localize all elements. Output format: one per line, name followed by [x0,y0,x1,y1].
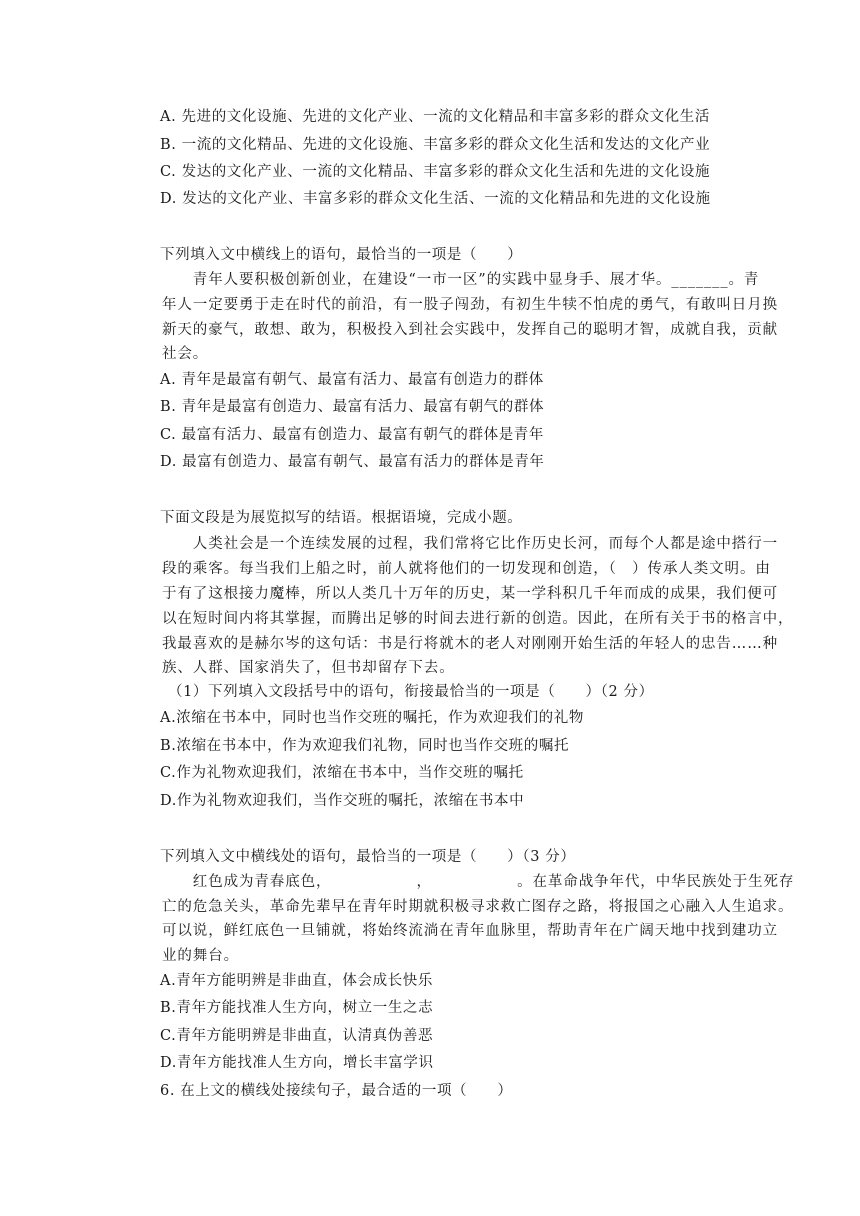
q2-passage-line: 社会。 [162,346,209,362]
q4-passage-line: 亡的危急关头，革命先辈早在青年时期就积极寻求救亡图存之路，将报国之心融入人生追求。 [162,899,794,915]
q4-passage-line: 红色成为青春底色， ， 。在革命战争年代，中华民族处于生死存 [162,874,795,890]
q4-option-d: D.青年方能找准人生方向，增长丰富学识 [160,1055,434,1071]
q3-sub-stem: （1）下列填入文段括号中的语句，衔接最恰当的一项是（ ）（2 分） [168,684,654,700]
q4-passage-line: 可以说，鲜红底色一旦铺就，将始终流淌在青年血脉里，帮助青年在广阔天地中找到建功立 [162,923,778,939]
q4-option-c: C.青年方能明辨是非曲直，认清真伪善恶 [160,1028,434,1044]
q4-option-b: B.青年方能找准人生方向，树立一生之志 [160,1000,434,1016]
q2-passage-line: 新天的豪气，敢想、敢为，积极投入到社会实践中，发挥自己的聪明才智，成就自我，贡献 [162,322,778,338]
q1-option-a: A. 先进的文化设施、先进的文化产业、一流的文化精品和丰富多彩的群众文化生活 [160,109,710,125]
q3-passage-line: 以在短时间内将其掌握，而腾出足够的时间去进行新的创造。因此，在所有关于书的格言中， [162,611,794,627]
q1-option-c: C. 发达的文化产业、一流的文化精品、丰富多彩的群众文化生活和先进的文化设施 [160,164,711,180]
q4-stem: 下列填入文中横线处的语句，最恰当的一项是（ ）（3 分） [160,849,576,865]
q3-passage-line: 于有了这根接力魔棒，所以人类几十万年的历史，某一学科积几千年而成的成果，我们便可 [162,586,778,602]
q4-passage-line: 业的舞台。 [162,948,239,964]
q3-passage-line: 人类社会是一个连续发展的过程，我们常将它比作历史长河，而每个人都是途中搭行一 [162,536,778,552]
q3-intro: 下面文段是为展览拟写的结语。根据语境，完成小题。 [160,510,523,526]
q4-option-a: A.青年方能明辨是非曲直，体会成长快乐 [160,973,433,989]
q1-option-b: B. 一流的文化精品、先进的文化设施、丰富多彩的群众文化生活和发达的文化产业 [160,137,711,153]
q2-stem: 下列填入文中横线上的语句，最恰当的一项是（ ） [160,247,523,263]
q3-passage-line: 段的乘客。每当我们上船之时，前人就将他们的一切发现和创造，（ ）传承人类文明。由 [162,561,771,577]
q3-option-b: B.浓缩在书本中，作为欢迎我们礼物，同时也当作交班的嘱托 [160,738,570,754]
q2-passage-line: 年人一定要勇于走在时代的前沿，有一股子闯劲，有初生牛犊不怕虎的勇气，有敢叫日月换 [162,297,778,313]
q3-passage-line: 族、人群、国家消失了，但书却留存下去。 [162,660,455,676]
q2-option-a: A. 青年是最富有朝气、最富有活力、最富有创造力的群体 [160,372,544,388]
q2-option-c: C. 最富有活力、最富有创造力、最富有朝气的群体是青年 [160,427,544,443]
q2-option-b: B. 青年是最富有创造力、最富有活力、最富有朝气的群体 [160,399,545,415]
q3-option-c: C.作为礼物欢迎我们，浓缩在书本中，当作交班的嘱托 [160,765,524,781]
q3-option-a: A.浓缩在书本中，同时也当作交班的嘱托，作为欢迎我们的礼物 [160,710,584,726]
q2-passage-line: 青年人要积极创新创业，在建设“一市一区”的实践中显身手、展才华。_______。青 [162,272,760,288]
q6-stem: 6. 在上文的横线处接续句子，最合适的一项（ ） [160,1083,513,1099]
q3-passage-line: 我最喜欢的是赫尔岑的这句话：书是行将就木的老人对刚刚开始生活的年轻人的忠告……种 [162,636,778,652]
q2-option-d: D. 最富有创造力、最富有朝气、最富有活力的群体是青年 [160,454,545,470]
q1-option-d: D. 发达的文化产业、丰富多彩的群众文化生活、一流的文化精品和先进的文化设施 [160,191,711,207]
q3-option-d: D.作为礼物欢迎我们，当作交班的嘱托，浓缩在书本中 [160,793,525,809]
